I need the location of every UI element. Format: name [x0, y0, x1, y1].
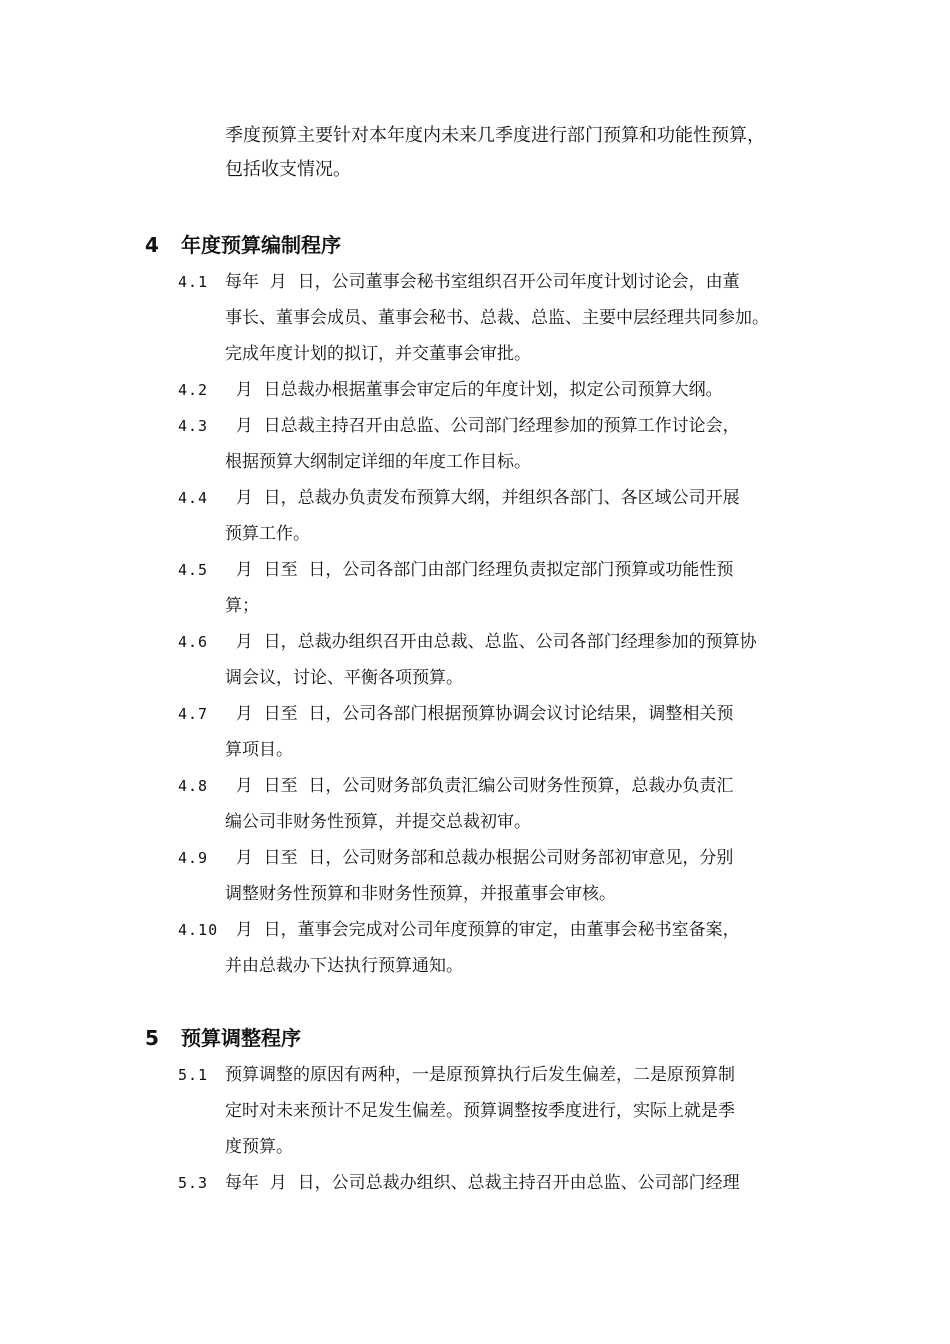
section-heading-4	[145, 230, 341, 260]
text-line: 月 日，总裁办负责发布预算大纲，并组织各部门、各区域公司开展	[225, 488, 740, 508]
text-line: 每年 月 日，公司董事会秘书室组织召开公司年度计划讨论会，由董	[225, 272, 740, 292]
text-line: 月 日至 日，公司各部门根据预算协调会议讨论结果，调整相关预	[225, 704, 734, 724]
list-item-4-6	[178, 624, 808, 696]
list-item-4-7	[178, 696, 808, 768]
text-line: 月 日，总裁办组织召开由总裁、总监、公司各部门经理参加的预算协	[225, 632, 757, 652]
list-item-4-10	[178, 912, 808, 984]
item-number: 4.9	[178, 849, 209, 867]
section-title: 年度预算编制程序	[181, 233, 341, 257]
text-line: 完成年度计划的拟订，并交董事会审批。	[225, 344, 531, 364]
text-line: 调整财务性预算和非财务性预算，并报董事会审核。	[225, 884, 616, 904]
item-number: 4.1	[178, 273, 209, 291]
list-item-5-3	[178, 1165, 808, 1201]
item-number: 4.5	[178, 561, 209, 579]
list-item-4-9	[178, 840, 808, 912]
item-number: 5.3	[178, 1174, 209, 1192]
item-number: 4.7	[178, 705, 209, 723]
text-line: 编公司非财务性预算，并提交总裁初审。	[225, 812, 531, 832]
list-item-5-1	[178, 1057, 808, 1165]
list-item-4-8	[178, 768, 808, 840]
text-line: 并由总裁办下达执行预算通知。	[225, 956, 463, 976]
section-title: 预算调整程序	[181, 1026, 301, 1050]
section-number: 4	[145, 233, 159, 257]
section-number: 5	[145, 1026, 159, 1050]
section-heading-5	[145, 1023, 301, 1053]
text-line: 月 日总裁办根据董事会审定后的年度计划，拟定公司预算大纲。	[225, 380, 723, 400]
text-line: 月 日至 日，公司各部门由部门经理负责拟定部门预算或功能性预	[225, 560, 734, 580]
text-line: 季度预算主要针对本年度内未来几季度进行部门预算和功能性预算，	[225, 125, 765, 146]
item-number: 4.8	[178, 777, 209, 795]
text-line: 调会议，讨论、平衡各项预算。	[225, 668, 463, 688]
text-line: 预算工作。	[225, 524, 310, 544]
text-line: 包括收支情况。	[225, 159, 351, 180]
text-line: 算；	[225, 596, 259, 616]
list-item-4-5	[178, 552, 808, 624]
item-number: 5.1	[178, 1066, 209, 1084]
list-item-4-4	[178, 480, 808, 552]
text-line: 月 日至 日，公司财务部负责汇编公司财务性预算，总裁办负责汇	[225, 776, 734, 796]
text-line: 每年 月 日，公司总裁办组织、总裁主持召开由总监、公司部门经理	[225, 1173, 740, 1193]
list-item-4-3	[178, 408, 808, 480]
item-number: 4.6	[178, 633, 209, 651]
item-number: 4.4	[178, 489, 209, 507]
text-line: 算项目。	[225, 740, 293, 760]
text-line: 定时对未来预计不足发生偏差。预算调整按季度进行，实际上就是季	[225, 1101, 735, 1121]
text-line: 度预算。	[225, 1137, 293, 1157]
text-line: 月 日至 日，公司财务部和总裁办根据公司财务部初审意见，分别	[225, 848, 734, 868]
list-item-4-2	[178, 372, 808, 408]
text-line: 事长、董事会成员、董事会秘书、总裁、总监、主要中层经理共同参加。	[225, 308, 769, 328]
intro-paragraph	[225, 119, 815, 187]
text-line: 根据预算大纲制定详细的年度工作目标。	[225, 452, 531, 472]
item-number: 4.10	[178, 921, 219, 939]
text-line: 预算调整的原因有两种，一是原预算执行后发生偏差，二是原预算制	[225, 1065, 735, 1085]
list-item-4-1	[178, 264, 808, 372]
text-line: 月 日总裁主持召开由总监、公司部门经理参加的预算工作讨论会，	[225, 416, 740, 436]
item-number: 4.3	[178, 417, 209, 435]
item-number: 4.2	[178, 381, 209, 399]
text-line: 月 日，董事会完成对公司年度预算的审定，由董事会秘书室备案，	[225, 920, 740, 940]
